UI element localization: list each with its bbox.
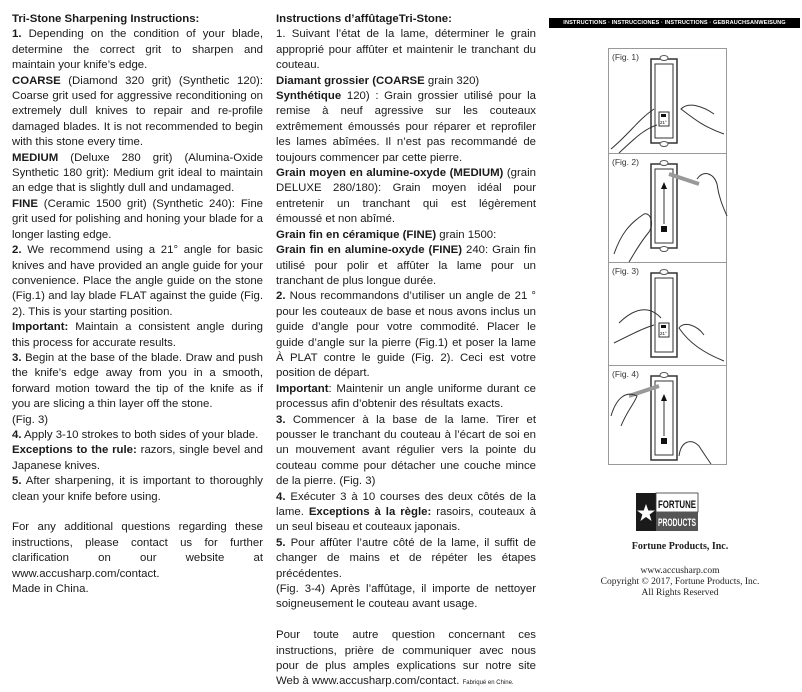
- figure-label: (Fig. 3): [612, 266, 639, 276]
- figure-label: (Fig. 1): [612, 52, 639, 62]
- step-3-fr: 3. Commencer à la base de la lame. Tirer et pousser le tranchant du couteau à l’écart de soi en un mouvement avant régulier vers la pointe du couteau comme pour détacher une couche mince de la pierre. (Fig. 3): [276, 413, 536, 488]
- contact-text-fr: Pour toute autre question concernant ces instructions, prière de communiquer avec nous pour de plus amples explications sur notre site Web à www.accusharp.com/contact. Fabriqué en Chine.: [276, 629, 536, 688]
- figure-3: [608, 262, 727, 367]
- step-2: 2. We recommend using a 21° angle for basic knives and have provided an angle guide for your convenience. Place the angle guide on the stone (Fig.1) and lay blade FLAT against the guide (Fig. 2). This is your starting position.: [12, 244, 263, 318]
- english-instructions: [12, 12, 263, 597]
- svg-text:PRODUCTS: PRODUCTS: [658, 517, 696, 529]
- step-2-fr: 2. Nous recommandons d’utiliser un angle de 21 ° pour les couteaux de base et nous avons inclus un guide d’angle pour votre commodité. Placer le guide d’angle sur la pierre (Fig.1) et poser la lame À PLAT contre le guide (Fig. 2). Ceci est votre position de départ.: [276, 290, 536, 380]
- step-5-fr: 5. Pour affûter l’autre côté de la lame, il suffit de changer de mains et de répéter les étapes précédentes.: [276, 536, 536, 580]
- step-5b-fr: (Fig. 3-4) Après l’affûtage, il importe de nettoyer soigneusement le couteau avant usage.: [276, 583, 536, 611]
- important-note: Important: Maintain a consistent angle during this process for accurate results.: [12, 321, 263, 349]
- fine-grit-fr: Grain fin en céramique (FINE) grain 1500: Grain fin en alumine-oxyde (FINE) 240: Grain fin utilisé pour polir et affûter la lame pour un tranchant de plus longue durée.: [276, 228, 536, 287]
- sharpening-stone-illustration: [609, 263, 726, 366]
- sharpening-stone-illustration: [609, 154, 726, 263]
- sharpening-stone-illustration: [609, 366, 726, 464]
- coarse-grit-fr: Diamant grossier (COARSE grain 320) Synthétique 120) : Grain grossier utilisé pour la remise à neuf agressive sur les couteaux extrêmement émoussés pour réparer et reprofiler les lames abîmées. Il n’est pas recommandé de toujours commencer par cette pierre.: [276, 74, 536, 164]
- sharpening-stone-illustration: [609, 49, 726, 154]
- rights: All Rights Reserved: [641, 588, 719, 598]
- step-1-fr: 1. Suivant l’état de la lame, déterminer le grain approprié pour affûter et maintenir le tranchant du couteau.: [276, 28, 536, 72]
- made-in: Made in China.: [12, 583, 89, 596]
- step-5: 5. After sharpening, it is important to thoroughly clean your knife before using.: [12, 475, 263, 503]
- french-instructions: [276, 12, 536, 692]
- copyright: Copyright © 2017, Fortune Products, Inc.: [600, 577, 760, 587]
- medium-grit: MEDIUM (Deluxe 280 grit) (Alumina-Oxide Synthetic 180 grit): Medium grit ideal to maintain an edge that is slightly dull and undamaged.: [12, 151, 263, 195]
- svg-text:21°: 21°: [660, 120, 667, 125]
- important-note-fr: Important: Maintenir un angle uniforme durant ce processus afin d’obtenir des résultats exacts.: [276, 382, 536, 411]
- company-info: [560, 566, 800, 599]
- step-1: 1. Depending on the condition of your blade, determine the correct grit to sharpen and maintain your knife’s edge.: [12, 28, 263, 72]
- company-name: Fortune Products, Inc.: [631, 541, 729, 552]
- english-title: Tri-Stone Sharpening Instructions:: [12, 13, 200, 25]
- medium-grit-fr: Grain moyen en alumine-oxyde (MEDIUM) (grain DELUXE 280/180): Grain moyen idéal pour entretenir un tranchant qui est légèrement émoussé et non abîmé.: [276, 167, 536, 226]
- step-3: 3. Begin at the base of the blade. Draw and push the knife’s edge away from you in a smooth, forward motion toward the tip of the knife as if you are slicing a thin layer off the stone.: [12, 351, 263, 411]
- coarse-grit: COARSE (Diamond 320 grit) (Synthetic 120): Coarse grit used for aggressive reconditioning on extremely dull knives to repair and re-profile damaged blades. It is not recommended to begin with this stone every time.: [12, 74, 263, 149]
- company-website: www.accusharp.com: [640, 566, 720, 576]
- figure-label: (Fig. 2): [612, 157, 639, 167]
- instructions-banner: INSTRUCTIONS · INSTRUCCIONES · INSTRUCTIONS · GEBRAUCHSANWEISUNG: [549, 18, 800, 28]
- step-3-fig: (Fig. 3): [12, 413, 49, 426]
- step-4-fr: 4. Exécuter 3 à 10 courses des deux côtés de la lame. Exceptions à la règle: rasoirs, couteaux à un seul biseau et couteaux japonais.: [276, 490, 536, 534]
- figure-label: (Fig. 4): [612, 369, 639, 379]
- svg-text:FORTUNE: FORTUNE: [658, 499, 696, 511]
- figure-2: [608, 153, 727, 264]
- french-title: Instructions d’affûtageTri-Stone:: [276, 13, 452, 25]
- contact-text: For any additional questions regarding these instructions, please contact us for further clarification on our website at www.accusharp.com/contact.: [12, 521, 263, 580]
- fine-grit: FINE (Ceramic 1500 grit) (Synthetic 240): Fine grit used for polishing and honing your blade for a longer lasting edge.: [12, 197, 263, 241]
- step-4: 4. Apply 3-10 strokes to both sides of your blade. Exceptions to the rule: razors, single bevel and Japanese knives.: [12, 428, 263, 472]
- fortune-products-logo: [636, 493, 698, 531]
- figure-4: [608, 365, 727, 465]
- figure-1: [608, 48, 727, 155]
- svg-text:21°: 21°: [660, 331, 667, 336]
